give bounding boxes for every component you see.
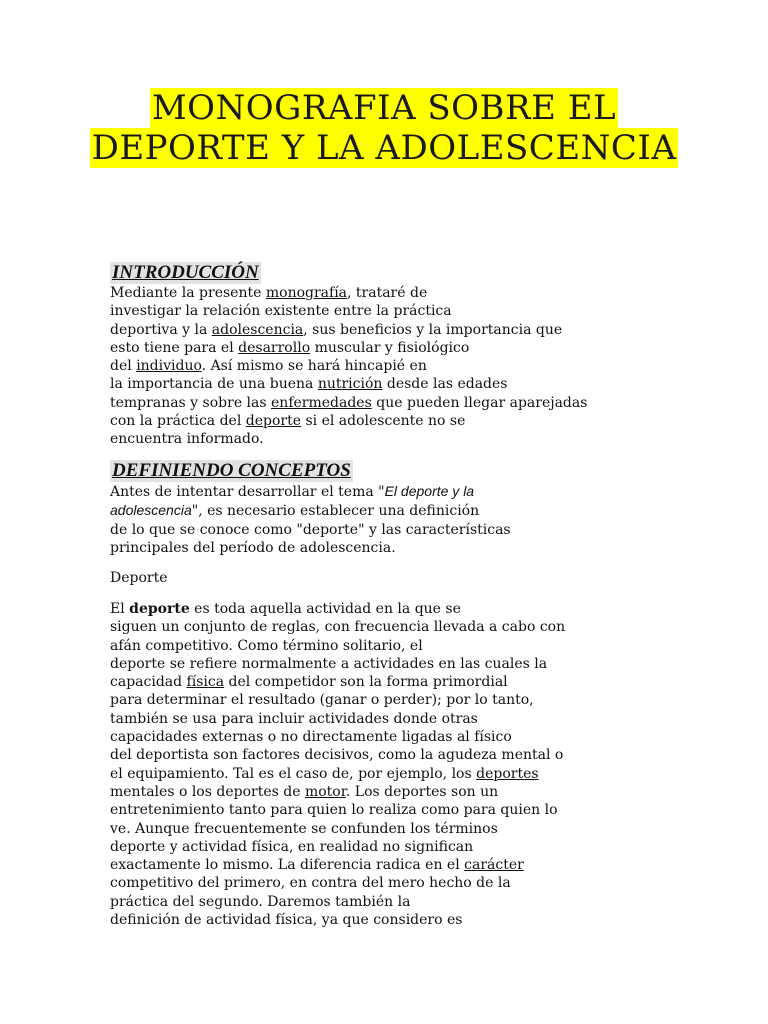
intro-line: tempranas y sobre las enfermedades que pueden llegar aparejadas <box>110 394 588 411</box>
deporte-line: afán competitivo. Como término solitario, el <box>110 637 423 654</box>
concepts-line: Antes de intentar desarrollar el tema "El deporte y la <box>110 483 475 500</box>
intro-section <box>110 262 590 449</box>
deporte-line: siguen un conjunto de reglas, con frecuencia llevada a cabo con <box>110 619 566 636</box>
intro-line: esto tiene para el desarrollo muscular y fisiológico <box>110 339 470 356</box>
deporte-label: Deporte <box>110 570 168 586</box>
deporte-line: del deportista son factores decisivos, como la agudeza mental o <box>110 747 564 764</box>
link-fisica[interactable]: física <box>186 674 225 691</box>
link-caracter[interactable]: carácter <box>464 857 524 874</box>
deporte-line: capacidades externas o no directamente ligadas al físico <box>110 729 512 746</box>
deporte-paragraph <box>110 600 590 929</box>
intro-line: encuentra informado. <box>110 431 264 448</box>
deporte-line: definición de actividad física, ya que considero es <box>110 912 463 929</box>
quoted-topic: El deporte y la <box>384 483 475 499</box>
deporte-line: para determinar el resultado (ganar o perder); por lo tanto, <box>110 692 534 709</box>
concepts-line: principales del período de adolescencia. <box>110 539 396 556</box>
quoted-topic: adolescencia <box>110 502 192 519</box>
deporte-line: El deporte es toda aquella actividad en la que se <box>110 601 461 617</box>
link-desarrollo[interactable]: desarrollo <box>238 339 311 356</box>
title-line-2: DEPORTE Y LA ADOLESCENCIA <box>91 128 677 168</box>
link-adolescencia[interactable]: adolescencia <box>211 321 304 338</box>
deporte-line: competitivo del primero, en contra del mero hecho de la <box>110 875 511 892</box>
deporte-line: deporte se refiere normalmente a actividades en las cuales la <box>110 655 548 672</box>
link-deporte[interactable]: deporte <box>245 413 302 430</box>
link-nutricion[interactable]: nutrición <box>317 376 383 393</box>
link-monografia[interactable]: monografía <box>265 285 348 301</box>
intro-heading: INTRODUCCIÓN <box>112 262 259 283</box>
title-line-1: MONOGRAFIA SOBRE EL <box>151 88 617 128</box>
link-individuo[interactable]: individuo <box>136 358 202 375</box>
intro-line: deportiva y la adolescencia, sus beneficios y la importancia que <box>110 321 563 338</box>
concepts-line: de lo que se conoce como "deporte" y las características <box>110 521 511 538</box>
deporte-line: el equipamiento. Tal es el caso de, por ejemplo, los deportes <box>110 765 539 782</box>
concepts-heading: DEFINIENDO CONCEPTOS <box>112 460 351 481</box>
intro-line: con la práctica del deporte si el adolescente no se <box>110 413 466 430</box>
deporte-line: deporte y actividad física, en realidad no significan <box>110 838 474 855</box>
intro-line: investigar la relación existente entre la práctica <box>110 303 452 320</box>
deporte-line: ve. Aunque frecuentemente se confunden los términos <box>110 820 498 837</box>
document-title <box>0 88 768 168</box>
deporte-line: capacidad física del competidor son la forma primordial <box>110 674 508 691</box>
link-enfermedades[interactable]: enfermedades <box>271 394 372 411</box>
deporte-line: mentales o los deportes de motor. Los deportes son un <box>110 783 499 800</box>
deporte-line: también se usa para incluir actividades donde otras <box>110 710 478 727</box>
deporte-line: entretenimiento tanto para quien lo realiza como para quien lo <box>110 802 558 819</box>
bold-deporte: deporte <box>129 601 190 617</box>
concepts-line: adolescencia", es necesario establecer una definición <box>110 502 480 520</box>
intro-line: la importancia de una buena nutrición desde las edades <box>110 376 508 393</box>
intro-line: del individuo. Así mismo se hará hincapié en <box>110 358 427 375</box>
deporte-line: práctica del segundo. Daremos también la <box>110 893 411 910</box>
link-motor[interactable]: motor <box>304 783 346 800</box>
link-deportes[interactable]: deportes <box>476 765 539 782</box>
deporte-line: exactamente lo mismo. La diferencia radica en el carácter <box>110 857 524 874</box>
intro-line: Mediante la presente monografía, trataré de <box>110 285 428 301</box>
deporte-label-block <box>110 569 590 587</box>
concepts-section <box>110 460 590 557</box>
